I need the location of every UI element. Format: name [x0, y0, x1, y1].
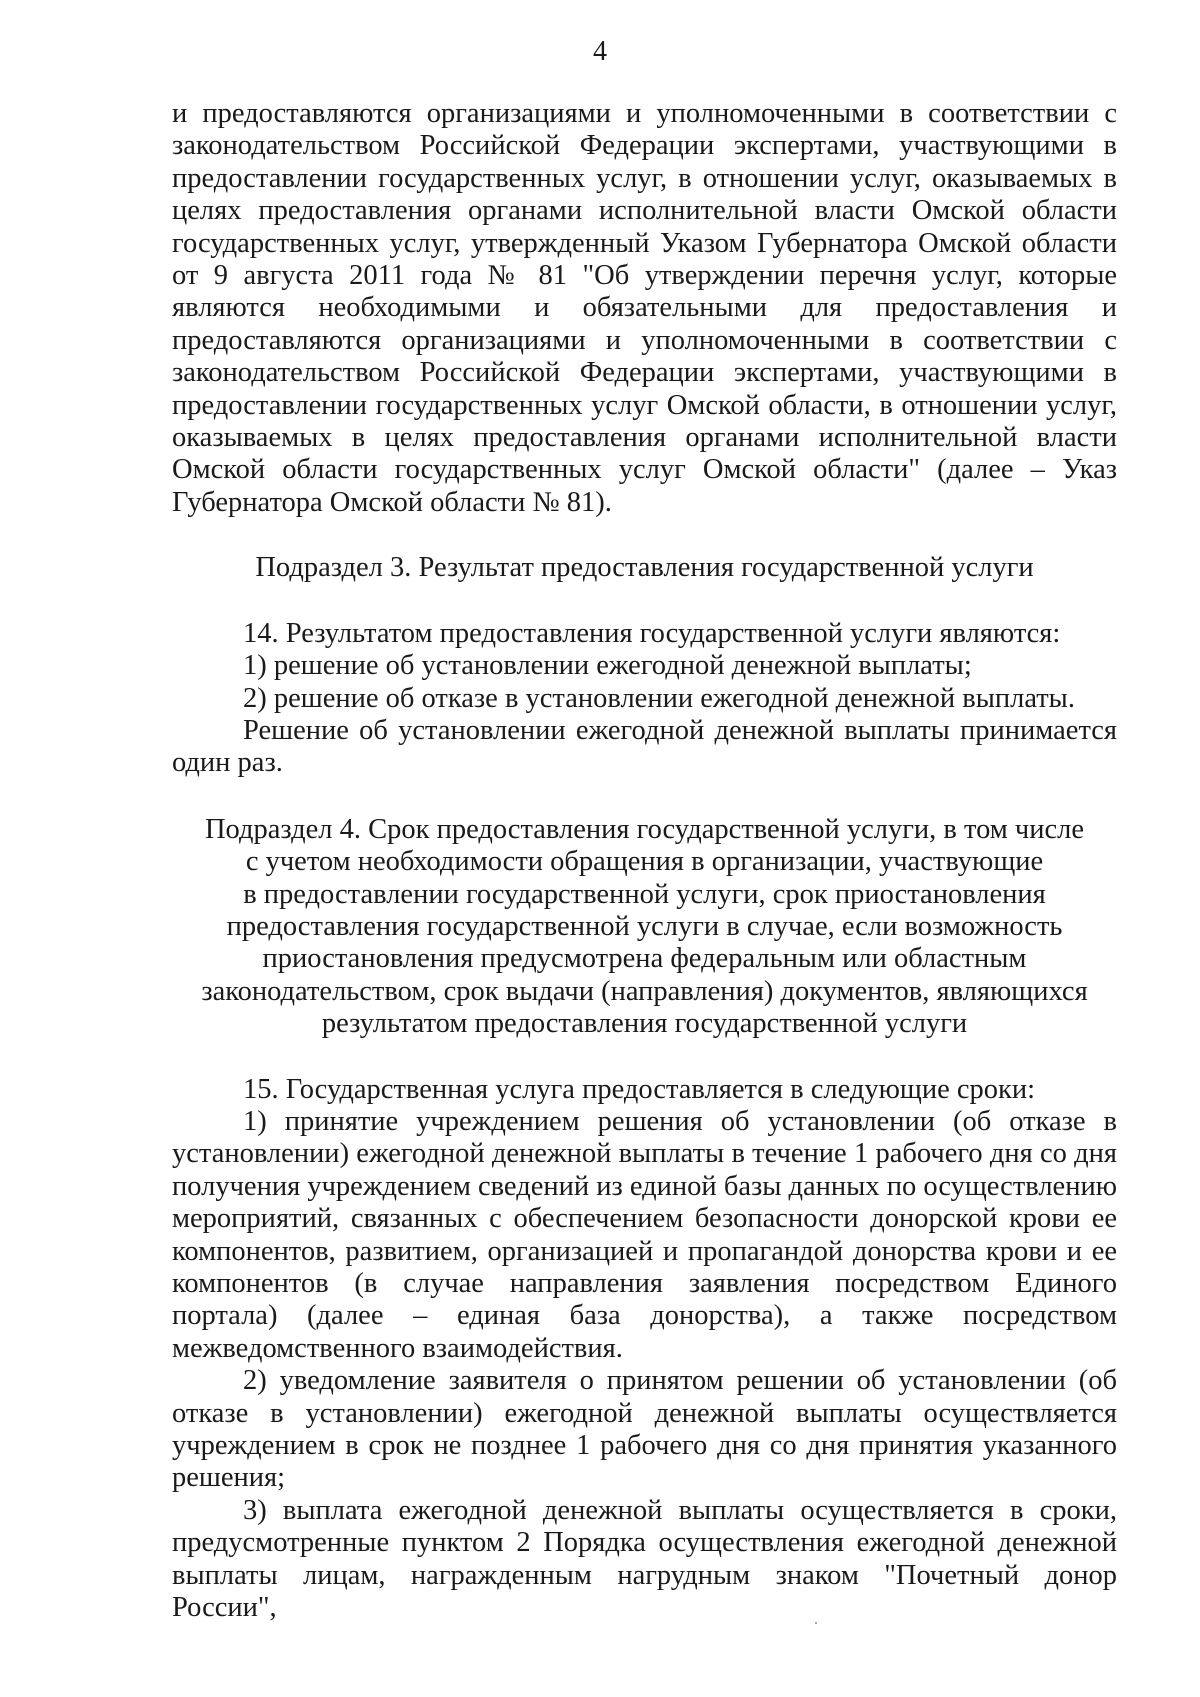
subsection-4-heading [172, 814, 1117, 1041]
heading-line: законодательством, срок выдачи (направления) документов, являющихся [201, 975, 1088, 1007]
item-15: 15. Государственная услуга предоставляется в следующие сроки: [243, 1073, 1036, 1105]
item-15-1: 1) принятие учреждением решения об установлении (об отказе в установлении) ежегодной денежной выплаты в течение 1 рабочего дня со дня получения учреждением сведений из единой базы данных по осуществлению мероприятий, связанных с обеспечением безопасности донорской крови ее компонентов, развитием, организацией и пропагандой донорства крови и ее компонентов (в случае направления заявления посредством Единого портала) (далее – единая база донорства), а также посредством межведомственного взаимодействия. [172, 1105, 1117, 1364]
item-14-1: 1) решение об установлении ежегодной денежной выплаты; [243, 650, 972, 682]
subsection-3-heading: Подраздел 3. Результат предоставления государственной услуги [255, 552, 1034, 584]
heading-line: в предоставлении государственной услуги, срок приостановления [243, 878, 1046, 910]
heading-line: приостановления предусмотрена федеральным или областным [262, 943, 1027, 975]
heading-line: предоставления государственной услуги в случае, если возможность [226, 910, 1063, 942]
heading-line: результатом предоставления государственной услуги [321, 1008, 968, 1040]
heading-line: с учетом необходимости обращения в организации, участвующие [245, 846, 1044, 878]
heading-line: Подраздел 4. Срок предоставления государственной услуги, в том числе [204, 813, 1085, 845]
item-15-3: 3) выплата ежегодной денежной выплаты осуществляется в сроки, предусмотренные пунктом 2 Порядка осуществления ежегодной денежной выплаты лицам, награжденным нагрудным знаком "Почетный донор России", [172, 1494, 1117, 1624]
page-number: 4 [593, 36, 607, 67]
scan-artifact [815, 1622, 817, 1624]
item-14-2: 2) решение об отказе в установлении ежегодной денежной выплаты. [243, 682, 1075, 714]
document-body [172, 98, 1117, 1624]
item-14-note: Решение об установлении ежегодной денежной выплаты принимается один раз. [172, 714, 1117, 779]
item-15-2: 2) уведомление заявителя о принятом решении об установлении (об отказе в установлении) ежегодной денежной выплаты осуществляется учреждением в срок не позднее 1 рабочего дня со дня принятия указанного решения; [172, 1365, 1117, 1494]
item-14: 14. Результатом предоставления государственной услуги являются: [243, 617, 1061, 649]
intro-paragraph: и предоставляются организациями и уполномоченными в соответствии с законодательством Российской Федерации экспертами, участвующими в предоставлении государственных услуг, в отношении услуг, оказываемых в целях предоставления органами исполнительной власти Омской области государственных услуг, утвержденный Указом Губернатора Омской области от 9 августа 2011 года № 81 "Об утверждении перечня услуг, которые являются необходимыми и обязательными для предоставления и предоставляются организациями и уполномоченными в соответствии с законодательством Российской Федерации экспертами, участвующими в предоставлении государственных услуг Омской области, в отношении услуг, оказываемых в целях предоставления органами исполнительной власти Омской области государственных услуг Омской области" (далее – Указ Губернатора Омской области № 81). [172, 98, 1117, 518]
